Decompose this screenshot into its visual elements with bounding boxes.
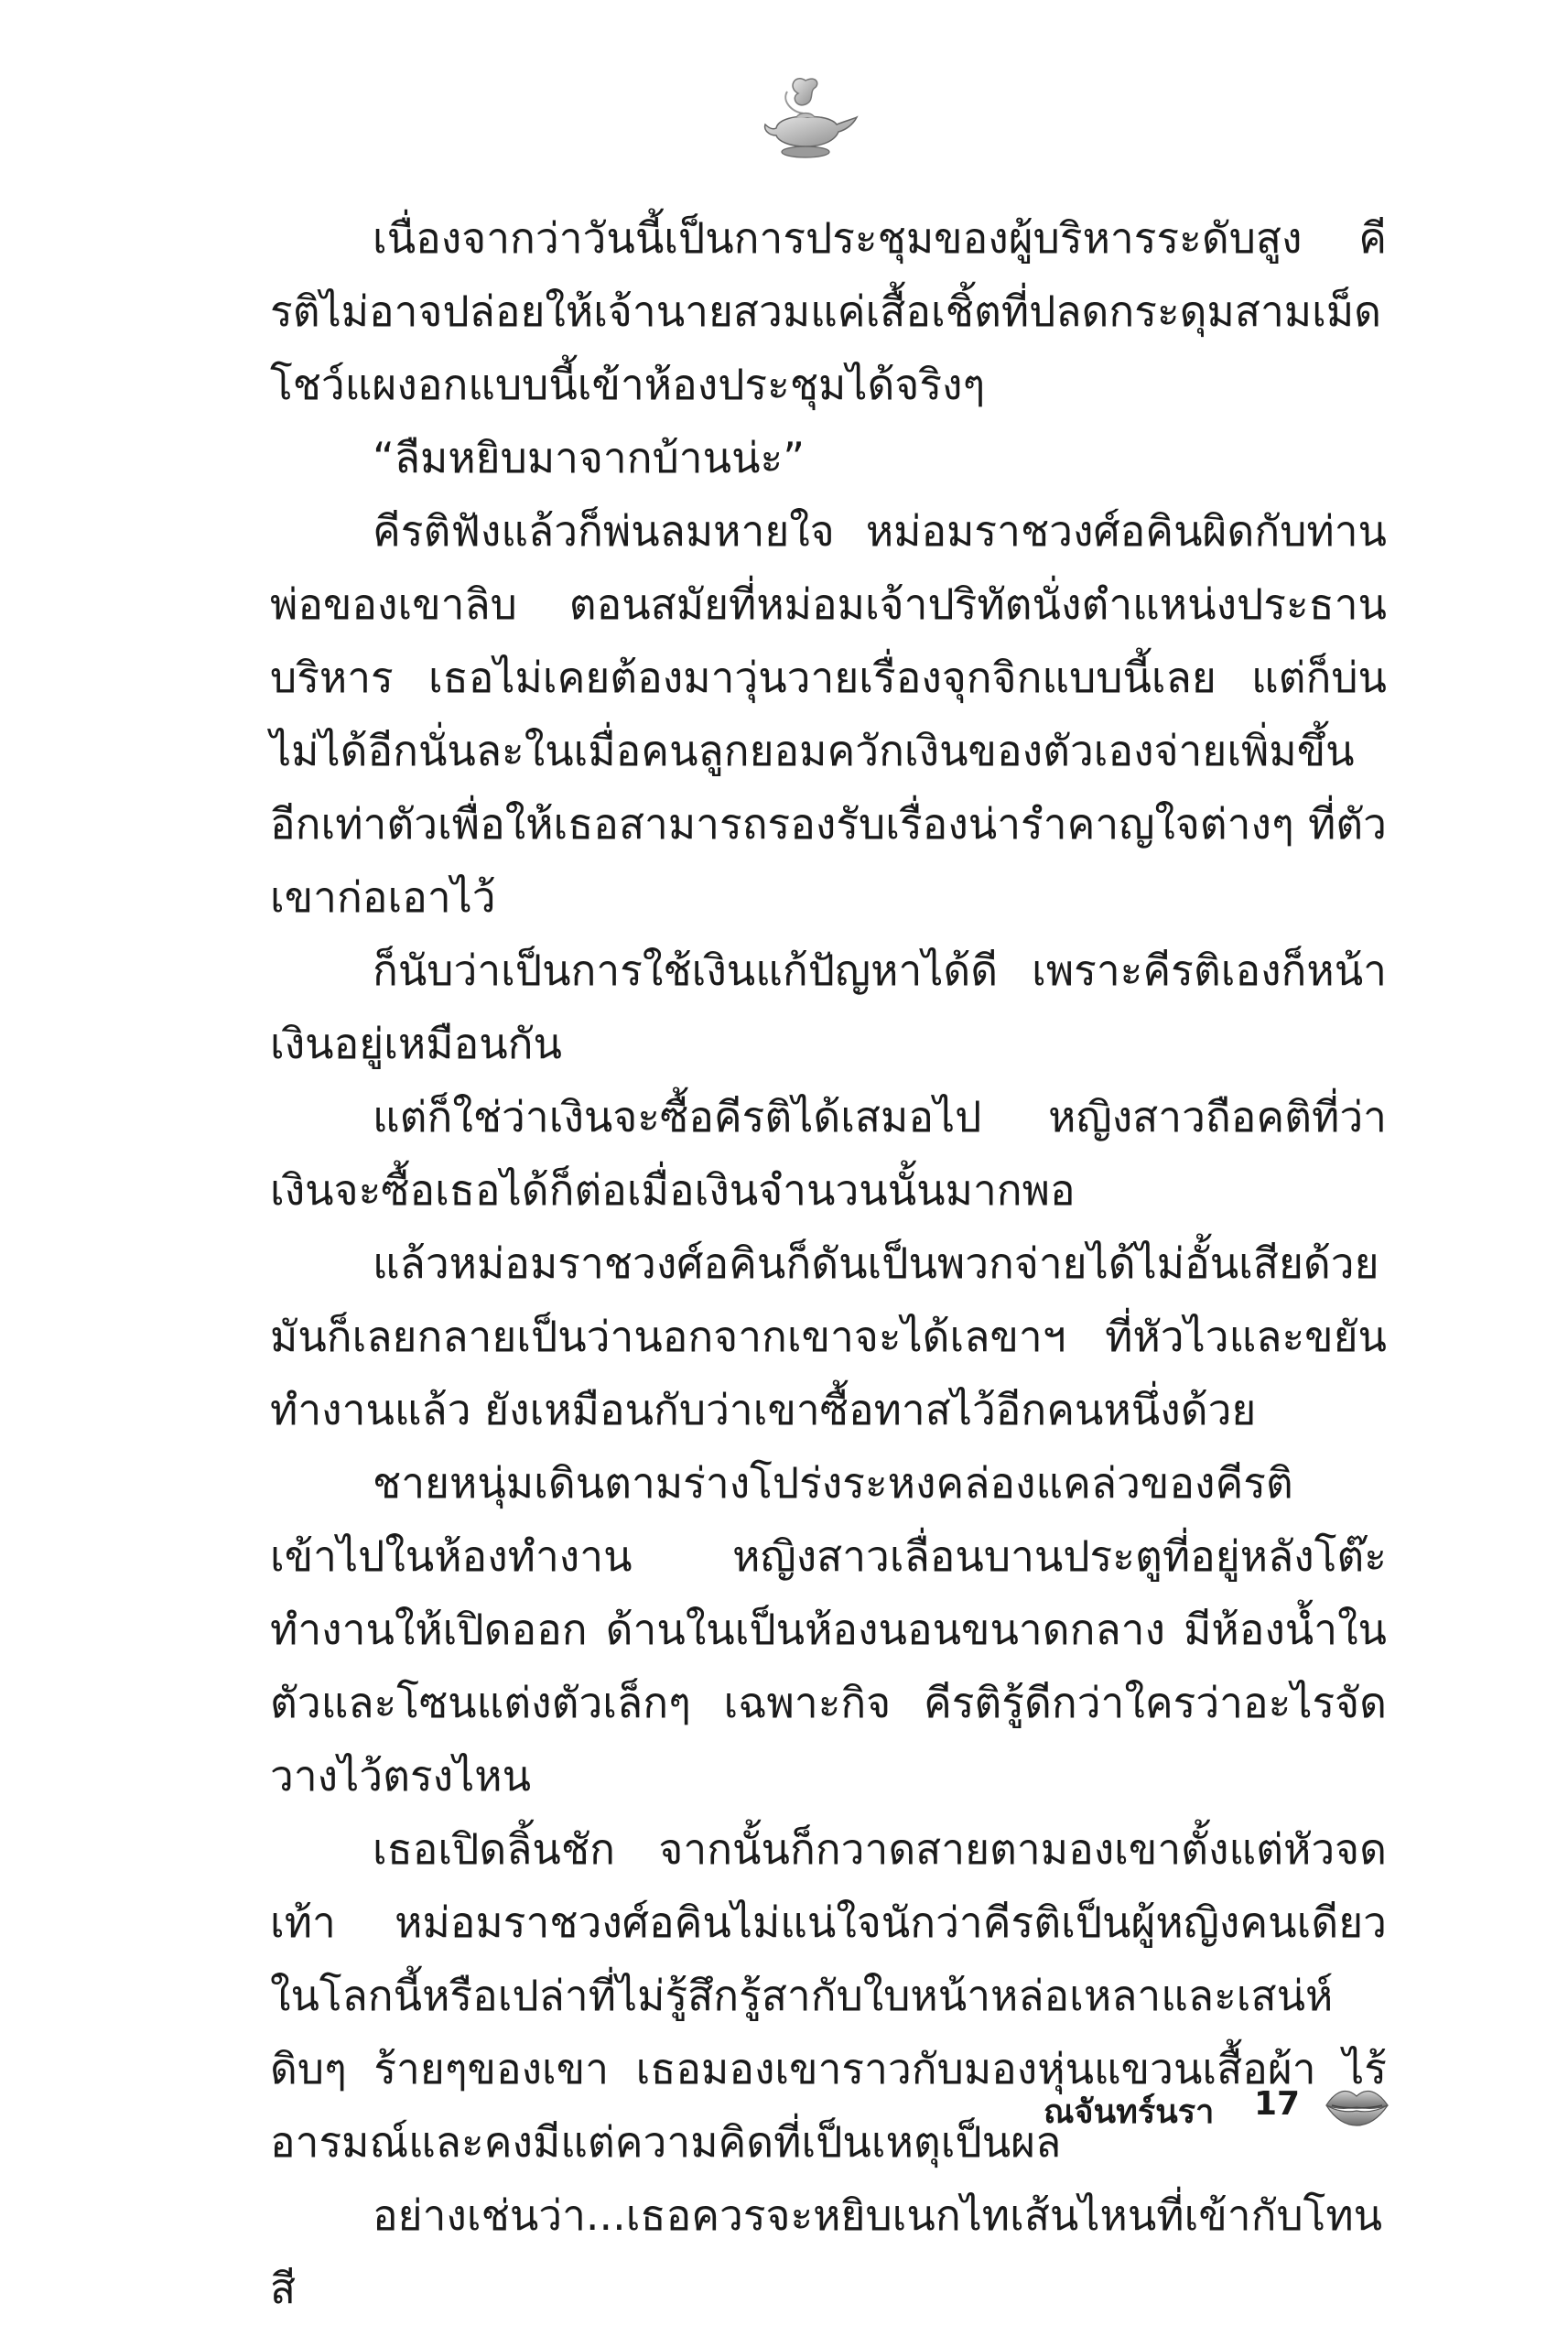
paragraph: เธอเปิดลิ้นชัก จากนั้นก็กวาดสายตามองเขาตั้งแต่หัวจดเท้า หม่อมราชวงศ์อคินไม่แน่ใจนักว่าคีรติเป็นผู้หญิงคนเดียวในโลกนี้หรือเปล่าที่ไม่รู้สึกรู้สากับใบหน้าหล่อเหลาและเสน่ห์ดิบๆ ร้ายๆของเขา เธอมองเขาราวกับมองหุ่นแขวนเสื้อผ้า ไร้อารมณ์และคงมีแต่ความคิดที่เป็นเหตุเป็นผล	[270, 1824, 1387, 2167]
story-text	[270, 201, 1387, 2325]
paragraph: เนื่องจากว่าวันนี้เป็นการประชุมของผู้บริหารระดับสูง คีรติไม่อาจปล่อยให้เจ้านายสวมแค่เสื้อเชิ้ตที่ปลดกระดุมสามเม็ดโชว์แผงอกแบบนี้เข้าห้องประชุมได้จริงๆ	[270, 213, 1387, 409]
paragraph: “ลืมหยิบมาจากบ้านน่ะ”	[373, 433, 806, 482]
paragraph: แต่ก็ใช่ว่าเงินจะซื้อคีรติได้เสมอไป หญิงสาวถือคติที่ว่าเงินจะซื้อเธอได้ก็ต่อเมื่อเงินจำนวนนั้นมากพอ	[270, 1092, 1387, 1215]
paragraph: ก็นับว่าเป็นการใช้เงินแก้ปัญหาได้ดี เพราะคีรติเองก็หน้าเงินอยู่เหมือนกัน	[270, 946, 1387, 1068]
paragraph: ชายหนุ่มเดินตามร่างโปร่งระหงคล่องแคล่วของคีรติเข้าไปในห้องทำงาน หญิงสาวเลื่อนบานประตูที่อยู่หลังโต๊ะทำงานให้เปิดออก ด้านในเป็นห้องนอนขนาดกลาง มีห้องน้ำในตัวและโซนแต่งตัวเล็กๆ เฉพาะกิจ คีรติรู้ดีกว่าใครว่าอะไรจัดวางไว้ตรงไหน	[270, 1458, 1387, 1801]
author-name: ณจันทร์นรา	[1044, 2093, 1215, 2131]
paragraph: แล้วหม่อมราชวงศ์อคินก็ดันเป็นพวกจ่ายได้ไม่อั้นเสียด้วยมันก็เลยกลายเป็นว่านอกจากเขาจะได้เลขาฯ ที่หัวไวและขยันทำงานแล้ว ยังเหมือนกับว่าเขาซื้อทาสไว้อีกคนหนึ่งด้วย	[270, 1238, 1387, 1434]
paragraph: คีรติฟังแล้วก็พ่นลมหายใจ หม่อมราชวงศ์อคินผิดกับท่านพ่อของเขาลิบ ตอนสมัยที่หม่อมเจ้าปริทัตนั่งตำแหน่งประธานบริหาร เธอไม่เคยต้องมาวุ่นวายเรื่องจุกจิกแบบนี้เลย แต่ก็บ่นไม่ได้อีกนั่นละในเมื่อคนลูกยอมควักเงินของตัวเองจ่ายเพิ่มขึ้นอีกเท่าตัวเพื่อให้เธอสามารถรองรับเรื่องน่ารำคาญใจต่างๆ ที่ตัวเขาก่อเอาไว้	[270, 506, 1387, 922]
paragraph: อย่างเช่นว่า...เธอควรจะหยิบเนกไทเส้นไหนที่เข้ากับโทนสี	[270, 2190, 1383, 2313]
genie-lamp-icon	[751, 64, 860, 174]
page-number: 17	[1254, 2085, 1301, 2123]
lips-icon	[1323, 2078, 1391, 2133]
page-footer	[1044, 2078, 1410, 2169]
